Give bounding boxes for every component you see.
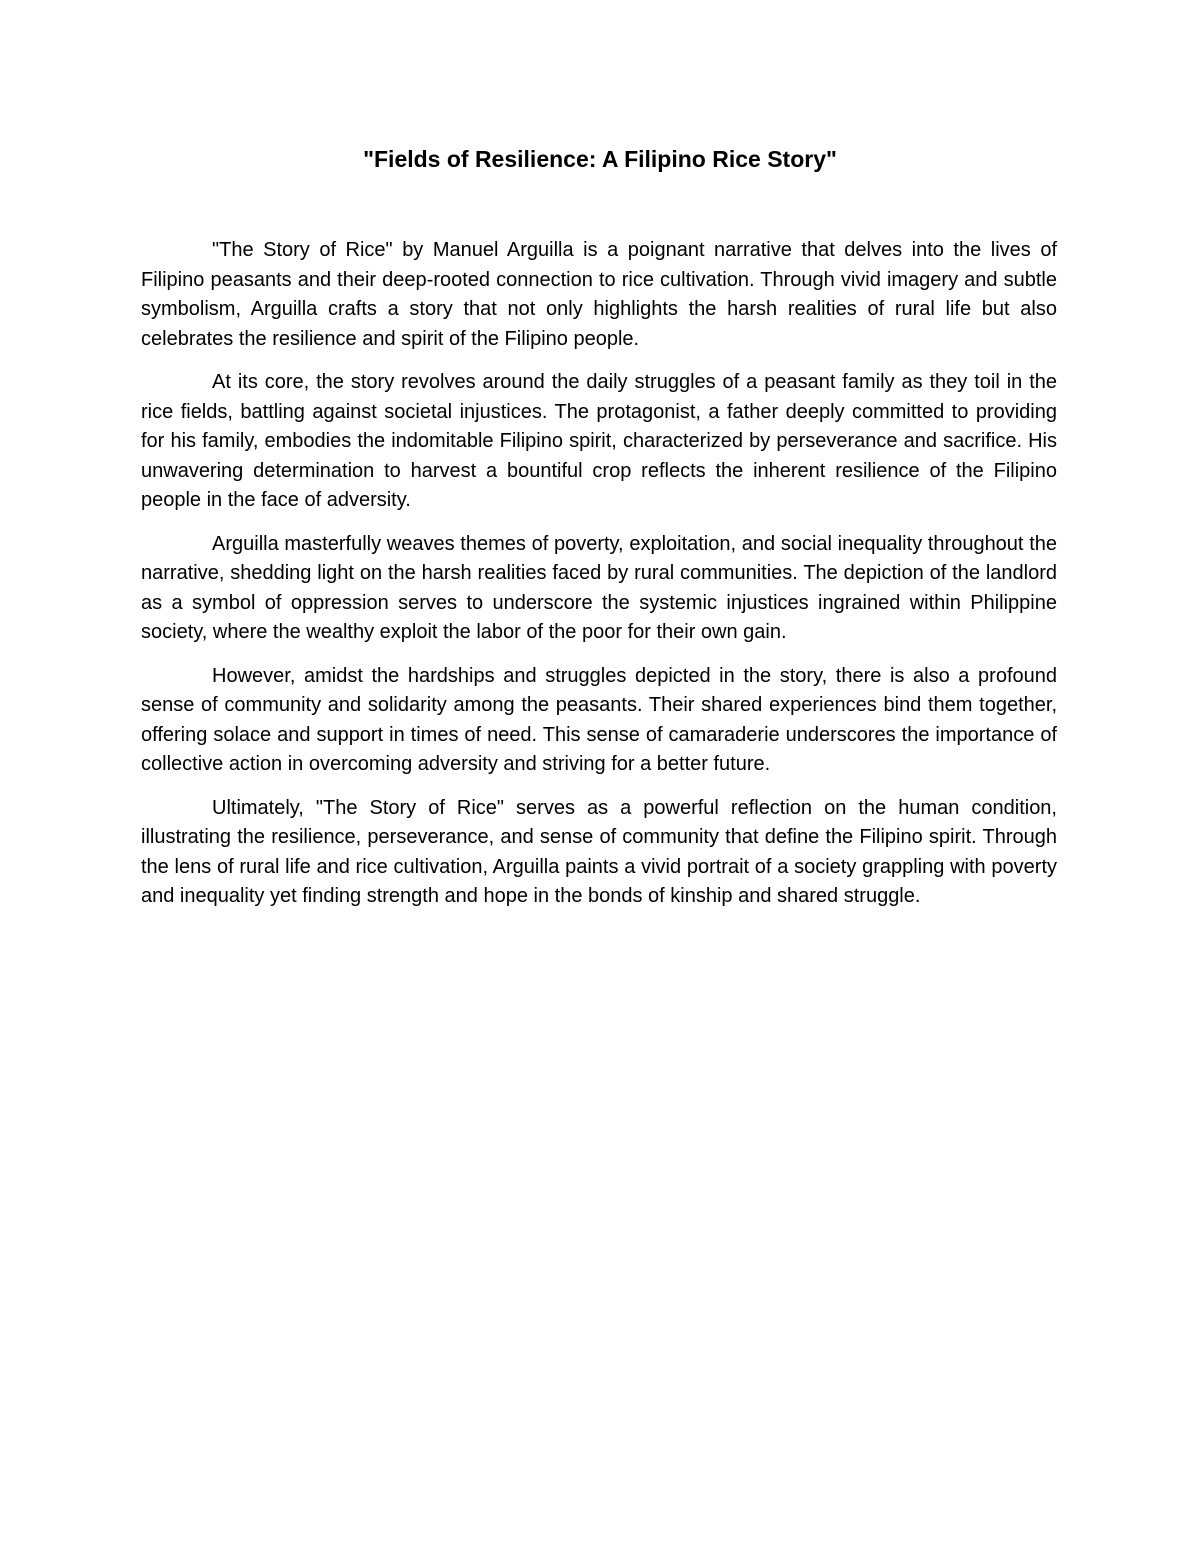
paragraph-2: At its core, the story revolves around the daily struggles of a peasant family as they toil in the rice fields, battling against societal injustices. The protagonist, a father deeply committed to providing for his family, embodies the indomitable Filipino spirit, characterized by perseverance and sacrifice. His unwavering determination to harvest a bountiful crop reflects the inherent resilience of the Filipino people in the face of adversity.	[141, 371, 1057, 511]
paragraph-5: Ultimately, "The Story of Rice" serves as a powerful reflection on the human condition, illustrating the resilience, perseverance, and sense of community that define the Filipino spirit. Through the lens of rural life and rice cultivation, Arguilla paints a vivid portrait of a society grappling with poverty and inequality yet finding strength and hope in the bonds of kinship and shared struggle.	[141, 796, 1057, 907]
paragraph-3: Arguilla masterfully weaves themes of poverty, exploitation, and social inequality throughout the narrative, shedding light on the harsh realities faced by rural communities. The depiction of the landlord as a symbol of oppression serves to underscore the systemic injustices ingrained within Philippine society, where the wealthy exploit the labor of the poor for their own gain.	[141, 532, 1057, 643]
document-body	[141, 236, 1057, 926]
document-title: "Fields of Resilience: A Filipino Rice Story"	[363, 146, 837, 172]
paragraph-4: However, amidst the hardships and struggles depicted in the story, there is also a profound sense of community and solidarity among the peasants. Their shared experiences bind them together, offering solace and support in times of need. This sense of camaraderie underscores the importance of collective action in overcoming adversity and striving for a better future.	[141, 664, 1057, 775]
paragraph-1: "The Story of Rice" by Manuel Arguilla is a poignant narrative that delves into the lives of Filipino peasants and their deep-rooted connection to rice cultivation. Through vivid imagery and subtle symbolism, Arguilla crafts a story that not only highlights the harsh realities of rural life but also celebrates the resilience and spirit of the Filipino people.	[141, 239, 1057, 350]
